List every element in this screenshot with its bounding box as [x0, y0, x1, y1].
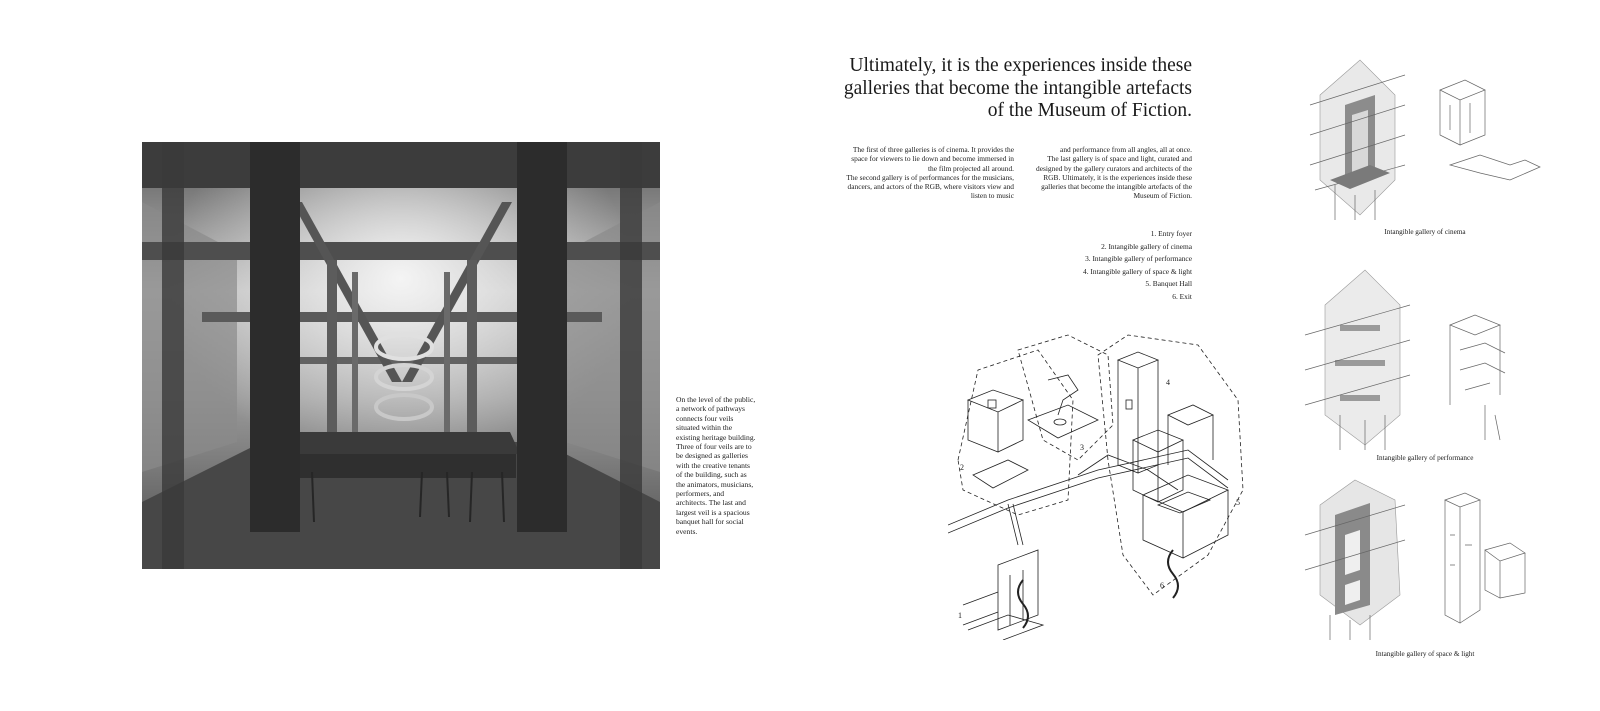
body-column-2	[1024, 145, 1192, 201]
side-caption: On the level of the public, a network of pathways connects four veils situated within the existing heritage building. Three of four veils are to be designed as galleries with the creative tenants of the building, such as the animators, musicians, performers, and architects. The last and largest veil is a spacious banquet hall for social events.	[676, 395, 756, 536]
gallery-performance-label: Intangible gallery of performance	[1376, 454, 1474, 462]
axonometric-plan-diagram	[948, 330, 1268, 640]
plan-legend	[1000, 228, 1192, 304]
body-column-1	[846, 145, 1014, 201]
plan-number-5: 5	[1236, 498, 1240, 507]
plan-number-1: 1	[958, 611, 962, 620]
plan-number-6: 6	[1160, 581, 1164, 590]
plan-number-3: 3	[1080, 443, 1084, 452]
gallery-space-light-diagram	[1300, 475, 1550, 645]
gallery-cinema-diagram	[1300, 55, 1550, 220]
gallery-space-light-label: Intangible gallery of space & light	[1375, 650, 1475, 658]
gallery-performance-diagram	[1300, 265, 1550, 450]
body-paragraph: The second gallery is of performances for the musicians, dancers, and actors of the RGB, where visitors view and listen to music	[846, 172, 1014, 201]
page-headline: Ultimately, it is the experiences inside these galleries that become the intangible artefacts of the Museum of Fiction.	[843, 55, 1192, 121]
legend-item: 1. Entry foyer	[1150, 229, 1192, 238]
plan-number-2: 2	[960, 463, 964, 472]
plan-number-4: 4	[1166, 378, 1170, 387]
body-paragraph: The last gallery is of space and light, curated and designed by the gallery curators and architects of the RGB. Ultimately, it is the experiences inside these galleries that become the intangible artefacts of the Museum of Fiction.	[1036, 154, 1192, 201]
interior-render-image	[142, 142, 660, 569]
body-paragraph: The first of three galleries is of cinema. It provides the space for viewers to lie down and become immersed in the film projected all around.	[851, 145, 1014, 173]
legend-item: 2. Intangible gallery of cinema	[1101, 241, 1192, 251]
body-paragraph: and performance from all angles, all at once.	[1060, 145, 1192, 154]
gallery-cinema-label: Intangible gallery of cinema	[1384, 228, 1466, 236]
legend-item: 4. Intangible gallery of space & light	[1083, 266, 1192, 276]
legend-item: 3. Intangible gallery of performance	[1085, 254, 1192, 264]
legend-item: 5. Banquet Hall	[1145, 279, 1192, 289]
legend-item: 6. Exit	[1172, 291, 1192, 301]
